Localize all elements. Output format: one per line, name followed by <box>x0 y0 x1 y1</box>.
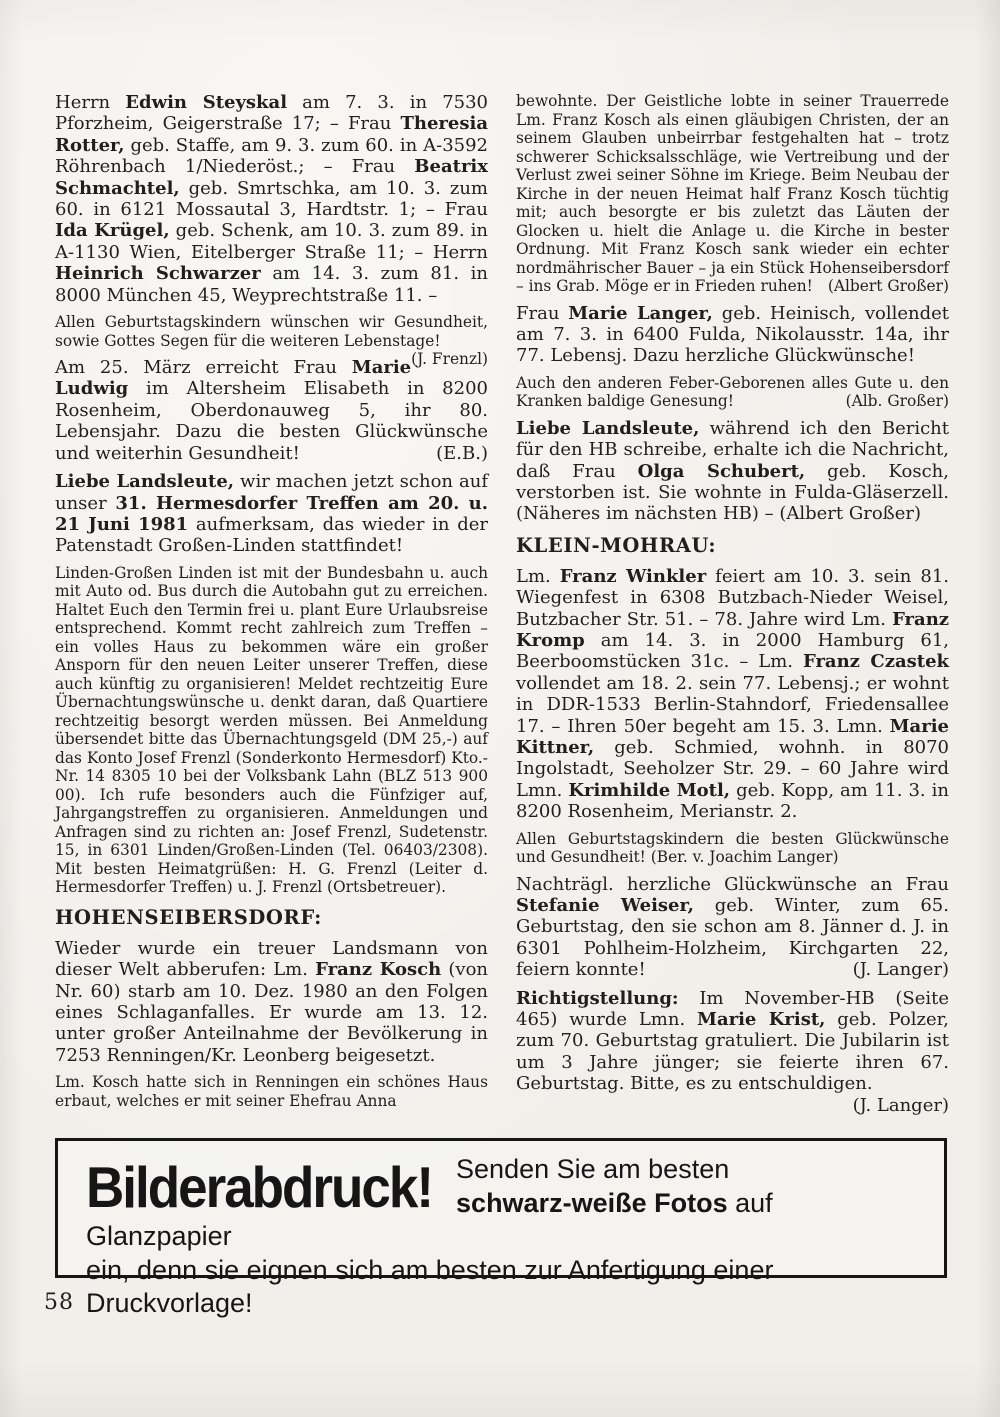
text-run: am 14. 3. in 2000 Hamburg 61, Beerboomstücken 31c. – Lm. <box>516 629 949 673</box>
text-run: Marie Langer, <box>568 302 713 324</box>
paragraph <box>516 566 949 823</box>
text-run: Olga Schubert, <box>637 460 806 482</box>
page-number: 58 <box>44 1290 74 1315</box>
text-run: Herrn <box>55 92 126 113</box>
paragraph <box>516 418 949 525</box>
paragraph <box>516 303 949 367</box>
text-run: Frau <box>516 302 569 324</box>
paragraph <box>516 830 949 867</box>
text-run: am 7. 3. in 7530 Pforzheim, Geigerstraße 17; – Frau <box>55 92 488 135</box>
text-columns <box>55 92 949 1117</box>
text-run: am 14. 3. zum 81. in 8000 München 45, Weyprechtstraße 11. – <box>55 263 488 306</box>
text-run: Liebe Landsleute, <box>516 417 700 439</box>
text-run: Franz Kromp <box>516 608 949 651</box>
paragraph <box>516 374 949 411</box>
text-run: geb. Smrtschka, am 10. 3. zum 60. in 6121 Mossautal 3, Hardtstr. 1; – Frau <box>55 177 488 221</box>
text-run: vollendet am 18. 2. sein 77. Lebensj.; er wohnt in DDR-1533 Berlin-Stahndorf, Friedensallee 17. – Ihren 50er begeht am 15. 3. Lmn. <box>516 672 949 737</box>
text-run: Beatrix Schmachtel, <box>55 156 488 199</box>
text-run: schwarz-weiße Fotos <box>456 1187 728 1218</box>
text-run: Liebe Landsleute, <box>55 471 235 493</box>
signature: (J. Frenzl) <box>411 350 488 369</box>
text-run: Am 25. März erreicht Frau <box>55 357 352 379</box>
text-run: geb. Kosch, verstorben ist. Sie wohnte in Fulda-Gläserzell. (Näheres im nächsten HB) – (Albert Großer) <box>516 460 949 525</box>
paragraph <box>55 938 488 1066</box>
text-run: geb. Winter, zum 65. Geburtstag, den sie schon am 8. Jänner d. J. in 6301 Pohlheim-Holzheim, Kirchgarten 22, feiern konnte! <box>516 895 949 981</box>
paragraph <box>55 92 488 306</box>
text-run: während ich den Bericht für den HB schreibe, erhalte ich die Nachricht, daß Frau <box>516 417 949 482</box>
text-run: wir machen jetzt schon auf unser <box>55 471 488 514</box>
text-run: Marie Ludwig <box>55 357 412 400</box>
text-run: bewohnte. Der Geistliche lobte in seiner Trauerrede Lm. Franz Kosch als einen gläubigen Christen, der an seinem Glauben unbeirrbar festgehalten hat – trotz schwerer Schicksalsschläge, wie Vertreibung und der Verlust zwei seiner Söhne im Kriege. Beim Neubau der Kirche in der neuen Heimat half Franz Kosch tüchtig mit; auch besorgte er bis zuletzt das Läuten der Glocken u. hielt die Anlage u. die Kirche in bester Ordnung. Mit Franz Kosch sank wieder ein echter nordmährischer Bauer – ja ein Stück Hohenseibersdorf – ins Grab. Möge er in Frieden ruhen! <box>516 92 949 295</box>
text-run: Marie Krist, <box>697 1009 826 1031</box>
text-run: (von Nr. 60) starb am 10. Dez. 1980 an den Folgen eines Schlaganfalles. Er wurde am 13. 12. unter großer Anteilnahme der Bevölkerung in 7253 Renningen/Kr. Leonberg beigesetzt. <box>55 959 488 1066</box>
paragraph <box>516 987 950 1116</box>
text-run: geb. Heinisch, vollendet am 7. 3. in 6400 Fulda, Nikolausstr. 14a, ihr 77. Lebensj. Dazu herzliche Glückwünsche! <box>516 302 950 367</box>
ad-headline: Bilderabdruck! <box>86 1156 433 1220</box>
text-run: im Altersheim Elisabeth in 8200 Rosenheim, Oberdonauweg 5, ihr 80. Lebensjahr. Dazu die besten Glückwünsche und weiterhin Gesundheit! <box>55 378 488 464</box>
text-run: geb. Polzer, zum 70. Geburtstag gratuliert. Die Jubilarin ist um 3 Jahre jünger; sie feierte ihren 67. Geburtstag. Bitte, es zu entschuldigen. <box>516 1009 950 1095</box>
signature: (Alb. Großer) <box>845 392 949 411</box>
text-run: geb. Schenk, am 10. 3. zum 89. in A-1130 Wien, Eitelberger Straße 11; – Herrn <box>55 220 488 263</box>
text-run: Stefanie Weiser, <box>516 895 694 917</box>
text-run: Franz Winkler <box>559 565 707 587</box>
signature: (J. Langer) <box>852 1094 949 1116</box>
text-run: Franz Kosch <box>315 959 442 981</box>
text-run: Senden Sie am besten <box>456 1154 730 1184</box>
text-run: Auch den anderen Feber-Geborenen alles Gute u. den Kranken baldige Genesung! <box>516 373 949 411</box>
section-heading: HOHENSEIBERSDORF: <box>55 905 322 929</box>
text-run: geb. Schmied, wohnh. in 8070 Ingolstadt, Seeholzer Str. 29. – 60 Jahre wird Lmn. <box>516 737 949 801</box>
text-run: Franz Czastek <box>802 651 949 673</box>
text-run: geb. Kopp, am 11. 3. in 8200 Rosenheim, Merianstr. 2. <box>516 779 950 823</box>
text-run: Im November-HB (Seite 465) wurde Lmn. <box>516 987 949 1031</box>
paragraph <box>55 357 488 464</box>
text-run: Linden-Großen Linden ist mit der Bundesbahn u. auch mit Auto od. Bus durch die Autobahn gut zu erreichen. Haltet Euch den Termin frei u. plant Eure Urlaubsreise entsprechend. Kommt recht zahlreich zum Treffen – ein volles Haus zu bekommen wäre ein großer Ansporn für den neuen Leiter unserer Treffen, diese auch künftig zu organisieren! Meldet rechtzeitig Eure Übernachtungswünsche u. denkt daran, daß Quartiere rechtzeitig besorgt werden müssen. Bei Anmeldung übersendet bitte das Übernachtungsgeld (DM 25,-) auf das Konto Josef Frenzl (Sonderkonto Hermesdorf) Kto.-Nr. 14 8305 10 bei der Volksbank Lahn (BLZ 513 900 00). Ich rufe besonders auch die Fünfziger auf, Jahrgangstreffen zu organisieren. Anmeldungen und Anfragen sind zu richten an: Josef Frenzl, Sudetenstr. 15, in 6301 Linden/Großen-Linden (Tel. 06403/2308). Mit besten Heimatgrüßen: H. G. Frenzl (Leiter d. Hermesdorfer Treffen) u. J. Frenzl (Ortsbetreuer). <box>55 563 488 897</box>
text-run: auf Glanzpapier <box>86 1187 773 1251</box>
section-heading: KLEIN-MOHRAU: <box>516 533 717 557</box>
text-run: Heinrich Schwarzer <box>55 263 261 285</box>
signature: (Albert Großer) <box>827 277 949 295</box>
text-run: aufmerksam, das wieder in der Patenstadt Großen-Linden stattfindet! <box>55 513 488 557</box>
text-run: 31. Hermesdorfer Treffen am 20. u. 21 Juni 1981 <box>55 492 488 535</box>
text-run: Nachträgl. herzliche Glückwünsche an Frau <box>516 873 949 895</box>
text-run: Krimhilde Motl, <box>568 779 731 801</box>
text-run: Allen Geburtstagskindern wünschen wir Gesundheit, sowie Gottes Segen für die weiteren Lebenstage! <box>55 313 488 350</box>
paragraph <box>55 564 488 897</box>
paragraph <box>516 874 949 981</box>
text-run: Richtigstellung: <box>516 987 679 1009</box>
text-run: Lm. <box>516 565 560 587</box>
paragraph <box>55 1073 488 1110</box>
text-run: Druckvorlage! <box>86 1288 253 1318</box>
text-run: Edwin Steyskal <box>125 92 288 113</box>
left-column <box>55 92 488 1117</box>
text-run: Wieder wurde ein treuer Landsmann von dieser Welt abberufen: Lm. <box>55 937 488 981</box>
text-run: geb. Staffe, am 9. 3. zum 60. in A-3592 Röhrenbach 1/Niederöst.; – Frau <box>55 134 488 178</box>
paragraph <box>55 471 488 557</box>
text-run: feiert am 10. 3. sein 81. Wiegenfest in 6308 Butzbach-Nieder Weisel, Butzbacher Str. 51. – 78. Jahre wird Lm. <box>516 565 949 630</box>
text-run: Ida Krügel, <box>55 220 170 242</box>
right-column <box>516 92 949 1117</box>
paragraph <box>516 92 949 296</box>
text-run: Marie Kittner, <box>516 715 949 758</box>
text-run: Theresia Rotter, <box>55 113 488 156</box>
signature: (E.B.) <box>436 442 488 464</box>
text-run: ein, denn sie eignen sich am besten zur Anfertigung einer <box>86 1254 774 1285</box>
text-run: Allen Geburtstagskindern die besten Glückwünsche und Gesundheit! (Ber. v. Joachim Langer) <box>516 829 949 867</box>
signature: (J. Langer) <box>852 959 949 981</box>
text-run: Lm. Kosch hatte sich in Renningen ein schönes Haus erbaut, welches er mit seiner Ehefrau Anna <box>55 1073 488 1110</box>
